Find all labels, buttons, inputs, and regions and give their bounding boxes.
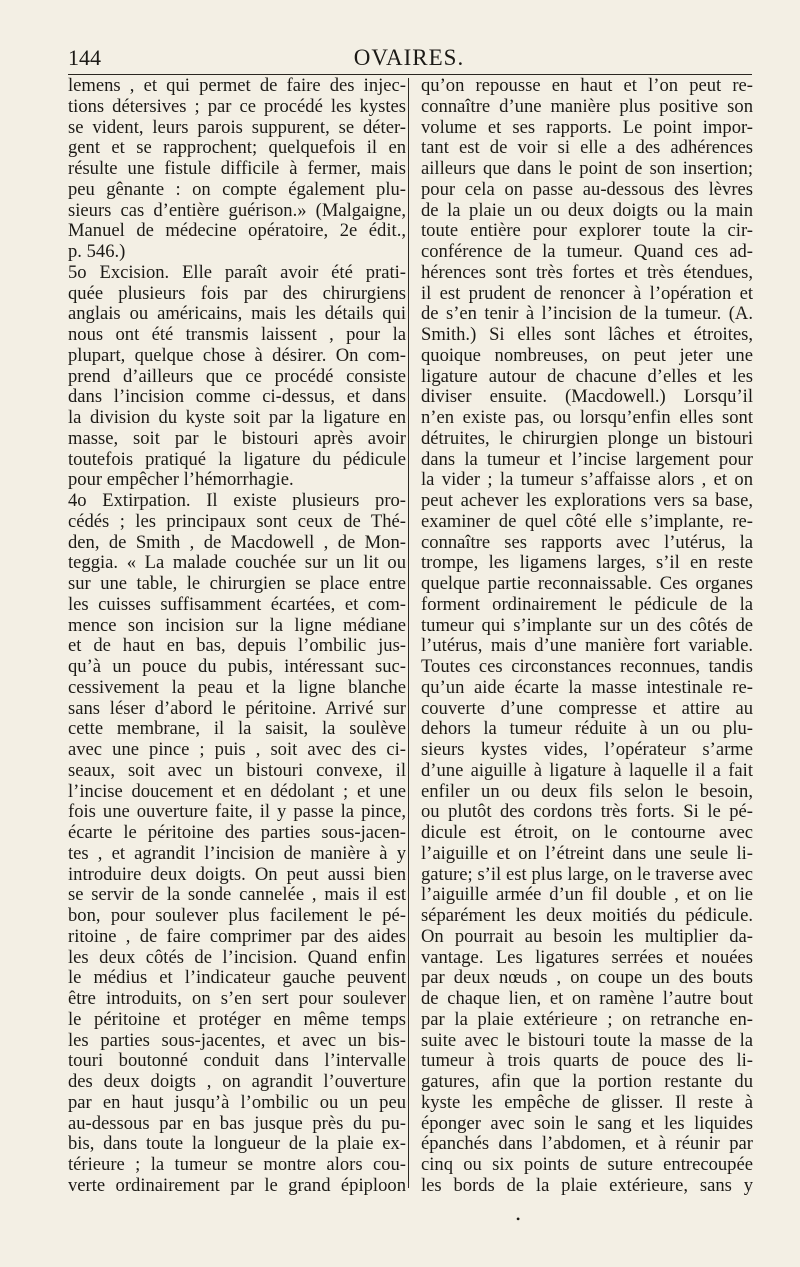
text-line: connaître d’une manière plus positive son: [421, 96, 753, 117]
text-line: fois une ouverture faite, il y passe la pince,: [68, 802, 406, 823]
text-line: cessivement la peau et la ligne blanche: [68, 677, 406, 698]
text-line: tant est de voir si elle a des adhérences: [421, 138, 753, 159]
text-line: 5o Excision. Elle paraît avoir été prati-: [68, 262, 406, 283]
text-line: qu’on repousse en haut et l’on peut re-: [421, 76, 753, 96]
text-line: tumeur qui s’implante sur un des côtés de: [421, 615, 753, 636]
text-line: l’aiguille armée d’un fil double , et on lie: [421, 885, 753, 906]
text-line: tions détersives ; par ce procédé les kystes: [68, 96, 406, 117]
text-line: vantage. Les ligatures serrées et nouées: [421, 947, 753, 968]
left-column: [68, 76, 406, 1197]
text-line: Toutes ces circonstances reconnues, tandis: [421, 657, 753, 677]
stray-mark: •: [516, 1212, 521, 1226]
text-line: l’incise doucement et en dédolant ; et une: [68, 781, 406, 802]
text-line: sur une table, le chirurgien se place entre: [68, 574, 406, 594]
text-line: être introduits, on s’en sert pour soulever: [68, 989, 406, 1009]
text-line: quée plusieurs fois par des chirurgiens: [68, 283, 406, 304]
text-line: 4o Extirpation. Il existe plusieurs pro-: [68, 491, 406, 511]
text-line: détruites, le chirurgien plonge un bistouri: [421, 428, 753, 449]
text-line: lemens , et qui permet de faire des injec-: [68, 76, 406, 96]
text-line: enfiler un ou deux fils selon le besoin,: [421, 781, 753, 802]
text-line: suite avec le bistouri toute la masse de la: [421, 1030, 753, 1051]
text-line: mence son incision sur la ligne médiane: [68, 615, 406, 636]
text-line: les bords de la plaie extérieure, sans y: [421, 1175, 753, 1196]
text-line: teggia. « La malade couchée sur un lit ou: [68, 553, 406, 574]
text-line: peut achever les explorations vers sa base,: [421, 491, 753, 511]
text-line: la division du kyste soit par la ligature en: [68, 408, 406, 428]
text-line: de chaque lien, et on ramène l’autre bout: [421, 989, 753, 1009]
text-line: de s’en tenir à l’incision de la tumeur. (A.: [421, 304, 753, 325]
text-line: plupart, quelque chose à désirer. On com-: [68, 345, 406, 366]
text-line: toutefois pratiqué la ligature du pédicule: [68, 449, 406, 470]
text-line: dans la tumeur et l’incise largement pour: [421, 449, 753, 470]
text-line: pour empêcher l’hémorrhagie.: [68, 470, 294, 491]
text-line: cette membrane, il la saisit, la soulève: [68, 719, 406, 740]
text-line: kyste les empêche de glisser. Il reste à: [421, 1092, 753, 1113]
text-line: dicule est étroit, on le contourne avec: [421, 823, 753, 843]
text-line: Smith.) Si elles sont lâches et étroites,: [421, 325, 753, 345]
text-line: les cuisses suffisamment écartées, et com-: [68, 594, 406, 615]
text-line: l’aiguille et on l’étreint dans une seule li-: [421, 843, 753, 864]
text-line: gatures, afin que la portion restante du: [421, 1072, 753, 1092]
text-line: de la plaie un ou deux doigts ou la main: [421, 200, 753, 221]
text-line: tes , et agrandit l’incision de manière à y: [68, 843, 406, 864]
text-line: et de haut en bas, depuis l’ombilic jus-: [68, 636, 406, 657]
text-line: Manuel de médecine opératoire, 2e édit.,: [68, 221, 406, 242]
text-line: conférence de la tumeur. Quand ces ad-: [421, 242, 753, 262]
text-line: couverte d’une compresse et attire au: [421, 698, 753, 719]
text-line: par la plaie extérieure ; on retranche en-: [421, 1009, 753, 1030]
text-line: forment ordinairement le pédicule de la: [421, 594, 753, 615]
running-head: OVAIRES.: [353, 45, 465, 70]
text-line: éponger avec soin le sang et les liquides: [421, 1113, 753, 1134]
text-line: examiner de quel côté elle s’implante, re-: [421, 511, 753, 532]
text-line: le péritoine et protéger en même temps: [68, 1009, 406, 1030]
text-line: épanchés dans l’abdomen, et à réunir par: [421, 1134, 753, 1155]
page-number: 144: [68, 45, 101, 70]
text-line: sieurs kystes vides, l’opérateur s’arme: [421, 740, 753, 760]
text-line: cédés ; les principaux sont ceux de Thé-: [68, 511, 406, 532]
text-line: ailleurs que dans le point de son insertion;: [421, 159, 753, 179]
text-line: la vider ; la tumeur s’affaisse alors , et on: [421, 470, 753, 491]
text-line: gent et se rapprochent; quelquefois il en: [68, 138, 406, 159]
text-line: prend d’ailleurs que ce procédé consiste: [68, 366, 406, 387]
text-line: quelque partie reconnaissable. Ces organes: [421, 574, 753, 594]
text-line: masse, soit par le bistouri après avoir: [68, 428, 406, 449]
text-line: se servir de la sonde cannelée , mais il est: [68, 885, 406, 906]
column-divider: [408, 78, 409, 1188]
text-line: dehors la tumeur réduite à un ou plu-: [421, 719, 753, 740]
header-rule: [68, 74, 752, 75]
text-line: ou plutôt des cordons très forts. Si le pé-: [421, 802, 753, 823]
text-line: térieure ; la tumeur se montre alors cou-: [68, 1155, 406, 1175]
text-line: bis, dans toute la longueur de la plaie ex-: [68, 1134, 406, 1155]
text-line: résulte une fistule difficile à fermer, mais: [68, 159, 406, 179]
text-line: ligature autour de chacune d’elles et les: [421, 366, 753, 387]
text-line: qu’à un pouce du pubis, intéressant suc-: [68, 657, 406, 677]
text-line: par en haut jusqu’à l’ombilic ou un peu: [68, 1092, 406, 1113]
text-line: tumeur à trois quarts de pouce des li-: [421, 1051, 753, 1072]
page-header: [68, 44, 750, 78]
text-line: séparément les deux moitiés du pédicule.: [421, 906, 753, 926]
text-line: des deux doigts , on agrandit l’ouverture: [68, 1072, 406, 1092]
text-line: dans l’incision comme ci-dessus, et dans: [68, 387, 406, 408]
text-line: se vident, leurs parois suppurent, se déter-: [68, 117, 406, 138]
text-line: quoique nombreuses, on peut jeter une: [421, 345, 753, 366]
text-line: le médius et l’indicateur gauche peuvent: [68, 968, 406, 989]
text-line: sans léser d’abord le péritoine. Arrivé sur: [68, 698, 406, 719]
text-line: introduire deux doigts. On peut aussi bien: [68, 864, 406, 885]
text-line: anglais ou américains, mais les détails qui: [68, 304, 406, 325]
text-line: toute entière pour explorer toute la cir-: [421, 221, 753, 242]
text-line: cinq ou six points de suture entrecoupée: [421, 1155, 753, 1175]
text-line: il est prudent de renoncer à l’opération et: [421, 283, 753, 304]
text-line: seaux, soit avec un bistouri convexe, il: [68, 760, 406, 781]
text-line: hérences sont très fortes et très étendues,: [421, 262, 753, 283]
text-line: d’une aiguille à ligature à laquelle il a fait: [421, 760, 753, 781]
text-line: diviser ensuite. (Macdowell.) Lorsqu’il: [421, 387, 753, 408]
text-line: qu’un aide écarte la masse intestinale re-: [421, 677, 753, 698]
text-line: gature; s’il est plus large, on le traverse avec: [421, 864, 753, 885]
text-line: touri boutonné conduit dans l’intervalle: [68, 1051, 406, 1072]
text-line: verte ordinairement par le grand épiploon: [68, 1175, 406, 1196]
text-line: nous ont été transmis laissent , pour la: [68, 325, 406, 345]
text-line: les deux côtés de l’incision. Quand enfin: [68, 947, 406, 968]
text-line: connaître ses rapports avec l’utérus, la: [421, 532, 753, 553]
text-line: les parties sous-jacentes, et avec un bis-: [68, 1030, 406, 1051]
text-line: avec une pince ; puis , soit avec des ci-: [68, 740, 406, 760]
text-line: écarte le péritoine des parties sous-jacen-: [68, 823, 406, 843]
right-column: [421, 76, 753, 1197]
text-line: pour cela on passe au-dessous des lèvres: [421, 179, 753, 200]
text-line: sieurs cas d’entière guérison.» (Malgaigne,: [68, 200, 406, 221]
text-line: p. 546.): [68, 242, 126, 262]
text-line: trompe, les ligamens larges, s’il en reste: [421, 553, 753, 574]
text-line: par deux nœuds , on coupe un des bouts: [421, 968, 753, 989]
text-line: n’en existe pas, ou lorsqu’enfin elles sont: [421, 408, 753, 428]
text-line: l’utérus, mais d’une manière fort variable.: [421, 636, 753, 657]
text-line: volume et ses rapports. Le point impor-: [421, 117, 753, 138]
text-line: On pourrait au besoin les multiplier da-: [421, 926, 753, 947]
text-line: peu gênante : on compte également plu-: [68, 179, 406, 200]
text-line: ritoine , de faire comprimer par des aides: [68, 926, 406, 947]
text-line: bon, pour soulever plus facilement le pé-: [68, 906, 406, 926]
text-line: au-dessous par en bas jusque près du pu-: [68, 1113, 406, 1134]
text-line: den, de Smith , de Macdowell , de Mon-: [68, 532, 406, 553]
